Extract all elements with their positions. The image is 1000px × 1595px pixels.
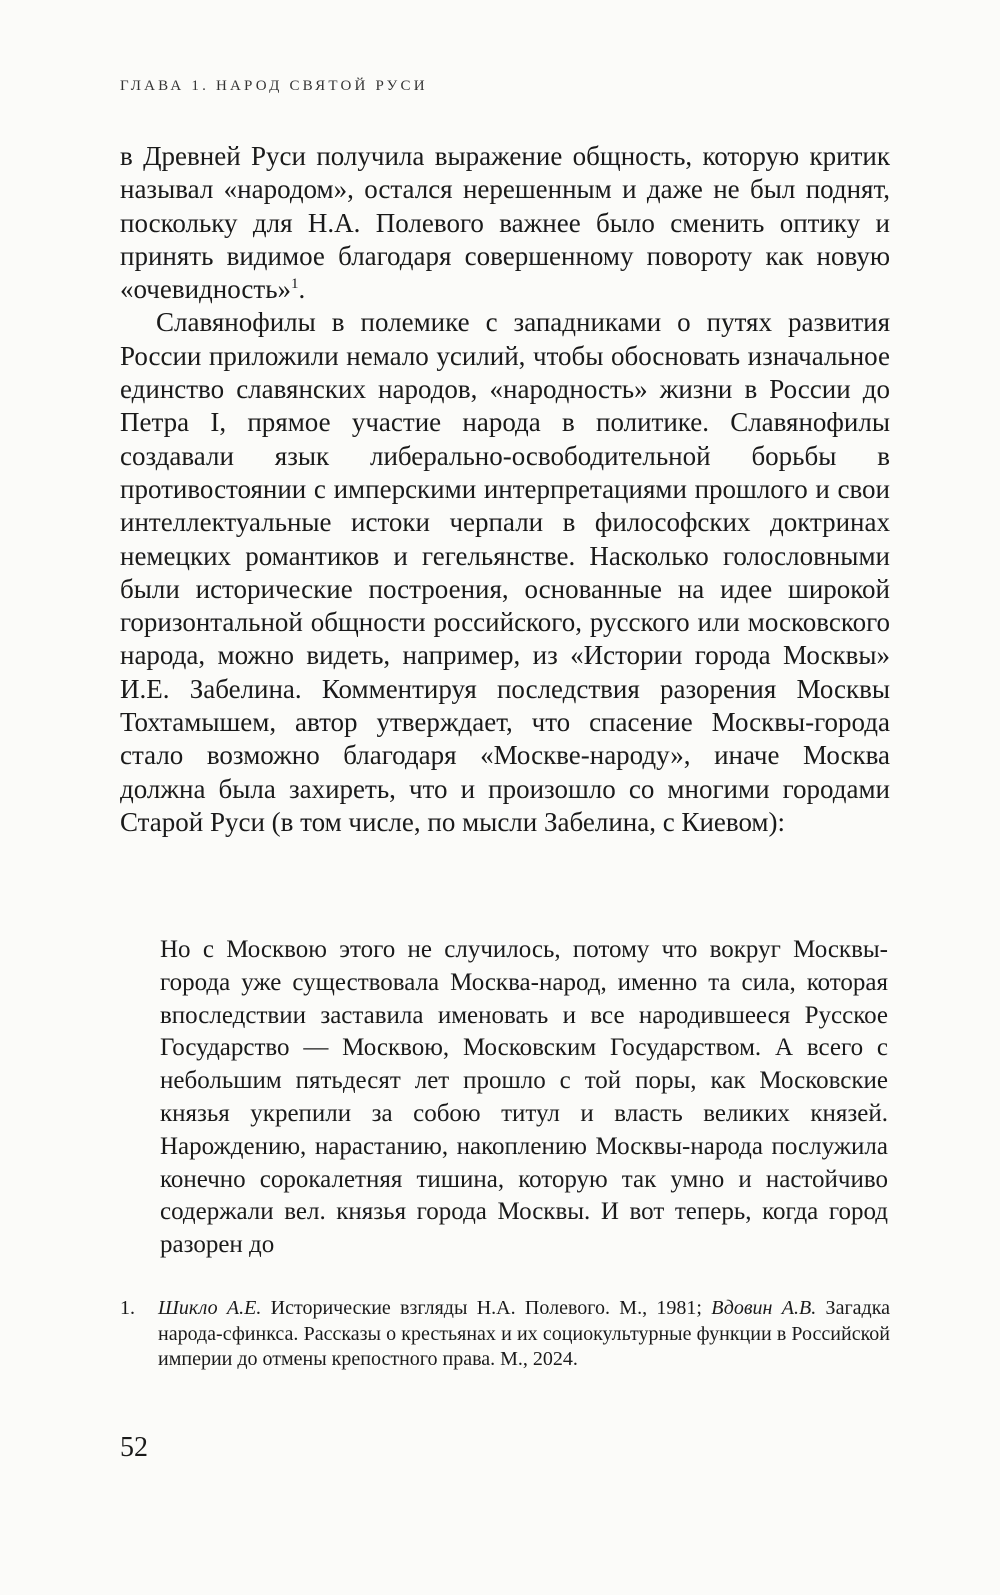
page-number: 52	[120, 1432, 148, 1463]
block-quote: Но с Москвою этого не случилось, потому что вокруг Москвы-города уже существовала Москва-народ, именно та сила, которая впоследствии заставила именовать и все народившееся Русское Государство — Москвою, Московским Государством. А всего с небольшим пятьдесят лет прошло с той поры, как Московские князья укрепили за собою титул и власть великих князей. Нарождению, нарастанию, накоплению Москвы-народа послужила конечно сорокалетняя тишина, которую так умно и настойчиво содержали вел. князья города Москвы. И вот теперь, когда город разорен до	[160, 936, 888, 1259]
paragraph: Славянофилы в полемике с западниками о путях развития России приложили немало усилий, чтобы обосновать изначальное единство славянских народов, «народность» жизни в России до Петра I, прямое участие народа в политике. Славянофилы создавали язык либерально-освободительной борьбы в противостоянии с имперскими интерпретациями прошлого и свои интеллектуальные истоки черпали в философских доктринах немецких романтиков и гегельянстве. Насколько голословными были исторические построения, основанные на идее широкой горизонтальной общности российского, русского или московского народа, можно видеть, например, из «Истории города Москвы» И.Е. Забелина. Комментируя последствия разорения Москвы Тохтамышем, автор утверждает, что спасение Москвы-города стало возможно благодаря «Москве-народу», иначе Москва должна была захиреть, что и произошло со многими городами Старой Руси (в том числе, по мысли Забелина, с Киевом):	[120, 307, 890, 837]
footnote-author: Вдовин А.В.	[711, 1297, 817, 1319]
footnote-text: Шикло А.Е. Исторические взгляды Н.А. Полевого. М., 1981; Вдовин А.В. Загадка народа-сфинкса. Рассказы о крестьянах и их социокультурные функции в Российской империи до отмены крепостного права. М., 2024.	[158, 1297, 890, 1370]
running-head: ГЛАВА 1. НАРОД СВЯТОЙ РУСИ	[120, 78, 428, 94]
main-text	[120, 140, 890, 839]
footnote	[120, 1296, 890, 1373]
footnote-number: 1.	[120, 1297, 135, 1319]
footnote-author: Шикло А.Е.	[158, 1297, 262, 1319]
paragraph: в Древней Руси получила выражение общность, которую критик называл «народом», остался нерешенным и даже не был поднят, поскольку для Н.А. Полевого важнее было сменить оптику и принять видимое благодаря совершенному повороту как новую «очевидность»$^1$.	[120, 141, 890, 305]
footnote-ref[interactable]: 1	[291, 276, 299, 293]
